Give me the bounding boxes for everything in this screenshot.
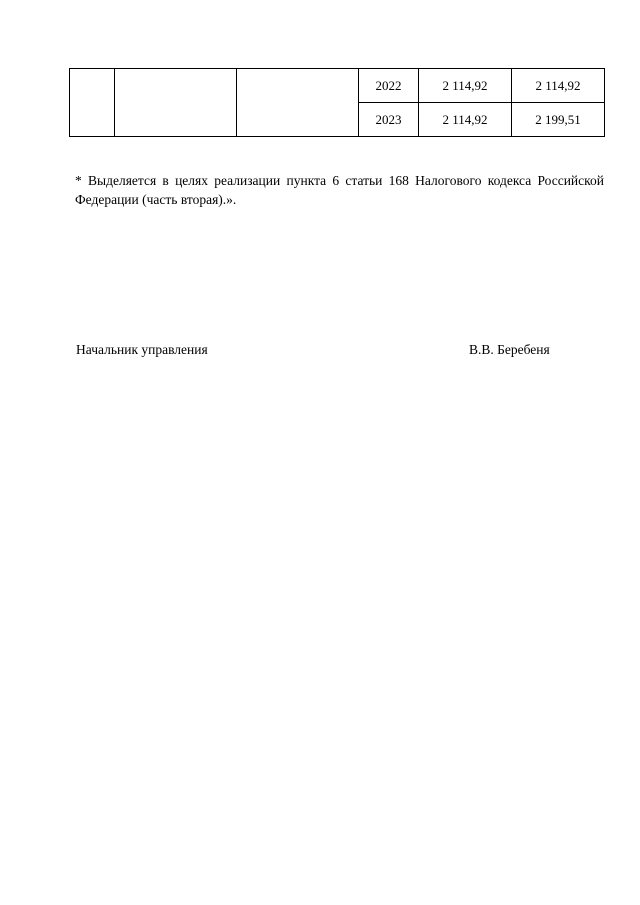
table-cell-year: 2022: [359, 69, 419, 103]
table-cell-value-first-half: 2 114,92: [419, 69, 512, 103]
footnote-text: * Выделяется в целях реализации пункта 6 статьи 168 Налогового кодекса Российской Федерации (часть вторая).».: [75, 173, 604, 207]
table-cell-number: [70, 69, 115, 137]
table-cell-category: [237, 69, 359, 137]
table-cell-value-second-half: 2 114,92: [512, 69, 605, 103]
table-row: [70, 69, 605, 103]
table-cell-value-second-half: 2 199,51: [512, 103, 605, 137]
tariff-table: [69, 68, 605, 137]
signatory-name: В.В. Беребеня: [469, 342, 550, 357]
table-cell-value-first-half: 2 114,92: [419, 103, 512, 137]
table-cell-year: 2023: [359, 103, 419, 137]
table-cell-organization: [115, 69, 237, 137]
signatory-position: Начальник управления: [76, 342, 208, 357]
